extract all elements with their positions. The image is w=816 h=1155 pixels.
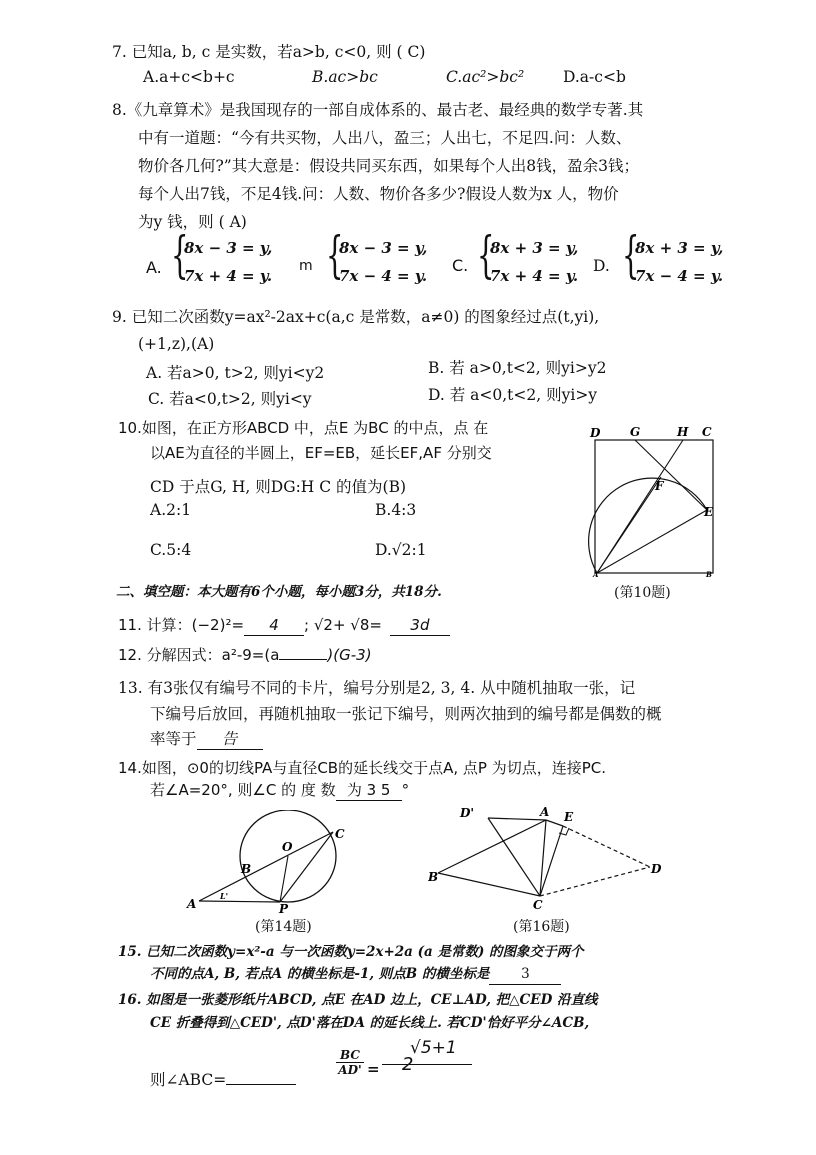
q16-label-b: B: [428, 870, 439, 884]
q8-c-eq1: 8x + 3 = y,: [490, 239, 579, 257]
q10-label-e: E: [704, 505, 714, 519]
q15-line-2: [150, 964, 561, 985]
q14-label-a: A: [187, 897, 197, 911]
q10-label-b: B: [706, 570, 712, 579]
q8-b-brace: {: [326, 226, 344, 284]
q13-answer: 告: [197, 729, 263, 750]
q14-caption: (第14题): [255, 919, 312, 935]
q11-text: [118, 615, 450, 636]
q8-option-c-label: C.: [452, 256, 469, 275]
q8-option-d-label: D.: [593, 257, 610, 275]
q7-option-b: B.ac>bc: [312, 68, 378, 86]
q9-option-c: C. 若a<0,t>2, 则yi<y: [148, 390, 312, 408]
q13-prompt: 率等于: [150, 730, 197, 748]
q15-answer: 3: [489, 964, 561, 985]
q8-option-b-label: m: [299, 258, 313, 274]
q16-frac-den: AD': [338, 1063, 362, 1077]
q8-b-eq2: 7x − 4 = y.: [339, 267, 428, 285]
q16-frac-num: BC: [336, 1048, 364, 1063]
q7-option-d: D.a-c<b: [563, 68, 626, 86]
q13-line-1: 13. 有3张仅有编号不同的卡片，编号分别是2, 3, 4. 从中随机抽取一张，记: [118, 679, 636, 697]
q16-label-e: E: [564, 810, 574, 824]
q14-label-p: P: [279, 902, 289, 915]
q8-c-eq2: 7x + 4 = y.: [490, 267, 579, 285]
q16-answer-num: √5+1: [410, 1038, 457, 1058]
q10-label-g: G: [630, 425, 641, 439]
q16-caption: (第16题): [513, 919, 570, 935]
q16-line-1: 16. 如图是一张菱形纸片ABCD, 点E 在AD 边上，CE⊥AD, 把△CED 沿直线: [118, 992, 598, 1008]
q10-line-1: 10.如图，在正方形ABCD 中，点E 为BC 的中点，点 在: [118, 419, 489, 437]
q10-caption: (第10题): [614, 585, 671, 601]
q16-label-a: A: [540, 805, 550, 819]
q16-equals: =: [367, 1060, 380, 1078]
q11-answer-2: 3d: [390, 615, 450, 636]
q14-label-c: C: [335, 827, 345, 841]
section-2-header: 二、填空题：本大题有6个小题，每小题3分，共18分.: [116, 584, 442, 600]
q9-option-b: B. 若 a>0,t<2, 则yi>y2: [428, 359, 607, 377]
q14-figure: [183, 810, 358, 915]
q13-line-2: 下编号后放回，再随机抽取一张记下编号，则两次抽到的编号都是偶数的概: [150, 705, 662, 723]
q14-degree: °: [401, 781, 410, 799]
q9-line-2: (+1,z),(A): [138, 335, 215, 353]
q10-option-b: B.4:3: [375, 501, 417, 519]
q13-line-3: [150, 729, 263, 750]
q10-label-d: D: [590, 426, 601, 440]
q14-label-o: O: [282, 840, 293, 854]
q8-line-5: 为y 钱，则 ( A): [138, 213, 247, 231]
q16-figure: [428, 803, 668, 913]
q16-fraction: [336, 1048, 364, 1078]
q8-line-1: 8.《九章算术》是我国现存的一部自成体系的、最古老、最经典的数学专著.其: [112, 101, 644, 119]
q16-prompt: 则∠ABC=: [150, 1071, 227, 1089]
q16-answer: [382, 1036, 472, 1074]
q12-prompt: 12. 分解因式：a²-9=(a: [118, 646, 280, 664]
q9-line-1: 9. 已知二次函数y=ax²-2ax+c(a,c 是常数，a≠0) 的图象经过点(t,yi),: [112, 308, 600, 326]
q15-line-1: 15. 已知二次函数y=x²-a 与一次函数y=2x+2a (a 是常数) 的图象交于两个: [118, 944, 584, 960]
q14-angle-mark: L': [220, 891, 229, 901]
q16-label-c: C: [533, 898, 543, 912]
q10-label-f: F: [655, 479, 664, 493]
q10-line-2: 以AE为直径的半圆上，EF=EB，延长EF,AF 分别交: [150, 444, 492, 462]
q10-option-c: C.5:4: [150, 541, 192, 559]
q8-a-eq2: 7x + 4 = y.: [184, 267, 273, 285]
q10-option-a: A.2:1: [150, 501, 192, 519]
q8-line-3: 物价各几何?”其大意是：假设共同买东西，如果每个人出8钱，盈余3钱；: [138, 157, 639, 175]
q10-line-3: CD 于点G, H, 则DG:H C 的值为(B): [150, 478, 407, 496]
q8-line-4: 每个人出7钱，不足4钱.问：人数、物价各多少?假设人数为x 人，物价: [138, 185, 619, 203]
q14-line-2: [150, 780, 409, 801]
q14-answer: 为 3 5: [336, 780, 402, 801]
q15-prompt: 不同的点A, B, 若点A 的横坐标是-1, 则点B 的横坐标是: [150, 966, 490, 982]
q8-a-brace: {: [171, 226, 189, 284]
q8-line-2: 中有一道题：“今有共买物，人出八，盈三；人出七，不足四.问：人数、: [138, 129, 632, 147]
q8-c-brace: {: [477, 226, 495, 284]
q11-sep: ; √2+ √8=: [304, 616, 382, 634]
q7-stem: 7. 已知a, b, c 是实数，若a>b, c<0, 则 ( C): [112, 43, 426, 61]
q11-answer-1: 4: [244, 615, 304, 636]
q10-label-a: A: [593, 570, 599, 579]
q10-figure: [585, 424, 720, 579]
q8-b-eq1: 8x − 3 = y,: [339, 239, 428, 257]
q10-option-d: D.√2:1: [375, 541, 427, 559]
q12-text: [118, 645, 372, 665]
q10-label-h: H: [677, 425, 689, 439]
q12-answer: )(G-3): [327, 646, 372, 664]
q8-d-brace: {: [622, 226, 640, 284]
q14-label-b: B: [241, 862, 252, 876]
q16-label-d-prime: D': [460, 806, 475, 820]
q8-option-a-label: A.: [146, 258, 162, 277]
q9-option-d: D. 若 a<0,t<2, 则yi>y: [428, 386, 598, 404]
q9-option-a: A. 若a>0, t>2, 则yi<y2: [146, 364, 325, 382]
q8-d-eq2: 7x − 4 = y.: [635, 267, 724, 285]
q16-line-3: [150, 1070, 296, 1090]
q10-label-c: C: [702, 425, 712, 439]
q16-label-d: D: [651, 862, 662, 876]
q16-line-2: CE 折叠得到△CED', 点D'落在DA 的延长线上. 若CD'恰好平分∠ACB,: [150, 1015, 590, 1031]
q8-a-eq1: 8x − 3 = y,: [184, 239, 273, 257]
q7-option-c: C.ac²>bc²: [446, 68, 525, 86]
q14-line-1: 14.如图，⊙0的切线PA与直径CB的延长线交于点A, 点P 为切点，连接PC.: [118, 759, 606, 777]
q7-option-a: A.a+c<b+c: [143, 68, 235, 86]
q11-prompt: 11. 计算：(−2)²=: [118, 616, 245, 634]
q8-d-eq1: 8x + 3 = y,: [635, 239, 724, 257]
q14-prompt: 若∠A=20°, 则∠C 的 度 数: [150, 781, 336, 799]
q16-answer-den: 2: [402, 1054, 414, 1075]
